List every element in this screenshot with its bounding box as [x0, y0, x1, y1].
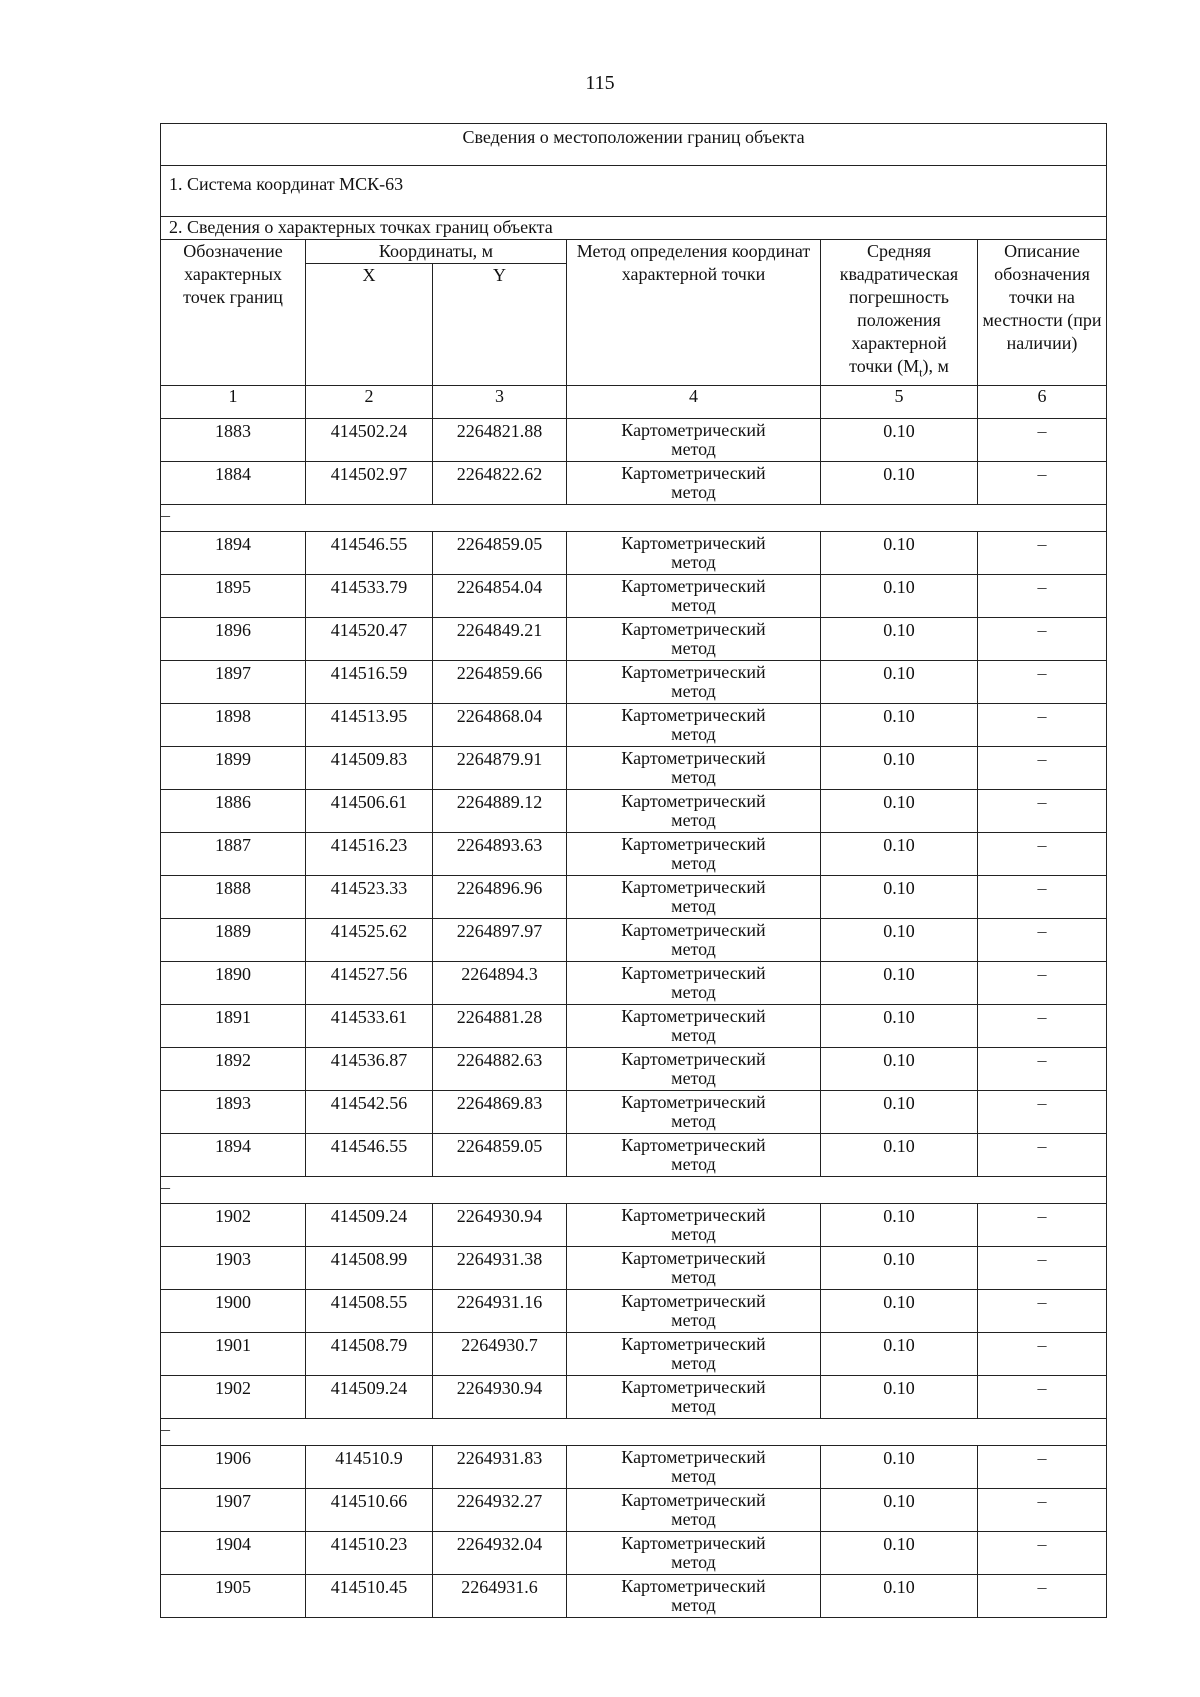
method-line: метод: [671, 1111, 716, 1131]
method-line: метод: [671, 1552, 716, 1572]
point-id: 1899: [161, 747, 306, 790]
method-cell: [567, 1204, 821, 1247]
coord-x: 414533.61: [306, 1005, 433, 1048]
description-dash: –: [978, 1446, 1107, 1489]
description-dash: –: [978, 1247, 1107, 1290]
method-cell: [567, 876, 821, 919]
method-cell: [567, 1333, 821, 1376]
error-value: 0.10: [821, 1290, 978, 1333]
group-separator: –: [161, 1177, 1107, 1204]
point-id: 1905: [161, 1575, 306, 1618]
method-line: Картометрический: [621, 920, 766, 940]
column-number: 4: [567, 386, 821, 419]
method-line: метод: [671, 482, 716, 502]
table-row: [161, 1376, 1107, 1419]
method-line: Картометрический: [621, 963, 766, 983]
method-cell: [567, 1134, 821, 1177]
point-id: 1892: [161, 1048, 306, 1091]
coord-y: 2264859.05: [433, 1134, 567, 1177]
coord-x: 414525.62: [306, 919, 433, 962]
description-dash: –: [978, 962, 1107, 1005]
description-dash: –: [978, 462, 1107, 505]
point-id: 1903: [161, 1247, 306, 1290]
coord-y: 2264897.97: [433, 919, 567, 962]
description-dash: –: [978, 1575, 1107, 1618]
header-method: Метод определения координат характерной точки: [567, 240, 821, 386]
description-dash: –: [978, 419, 1107, 462]
table-row: [161, 618, 1107, 661]
method-cell: [567, 575, 821, 618]
method-line: метод: [671, 1224, 716, 1244]
table-row: [161, 876, 1107, 919]
description-dash: –: [978, 1048, 1107, 1091]
description-dash: –: [978, 790, 1107, 833]
coord-x: 414506.61: [306, 790, 433, 833]
method-line: метод: [671, 1595, 716, 1615]
error-value: 0.10: [821, 1204, 978, 1247]
error-value: 0.10: [821, 1575, 978, 1618]
method-cell: [567, 1290, 821, 1333]
coord-y: 2264879.91: [433, 747, 567, 790]
coord-x: 414542.56: [306, 1091, 433, 1134]
coord-y: 2264932.27: [433, 1489, 567, 1532]
coord-y: 2264822.62: [433, 462, 567, 505]
group-separator-row: [161, 1177, 1107, 1204]
coord-y: 2264896.96: [433, 876, 567, 919]
coord-x: 414527.56: [306, 962, 433, 1005]
header-designation: Обозначение характерных точек границ: [161, 240, 306, 386]
error-value: 0.10: [821, 1446, 978, 1489]
point-id: 1884: [161, 462, 306, 505]
description-dash: –: [978, 919, 1107, 962]
method-cell: [567, 790, 821, 833]
error-value: 0.10: [821, 919, 978, 962]
coord-x: 414520.47: [306, 618, 433, 661]
column-number: 5: [821, 386, 978, 419]
method-line: Картометрический: [621, 1049, 766, 1069]
description-dash: –: [978, 833, 1107, 876]
method-line: Картометрический: [621, 1006, 766, 1026]
error-value: 0.10: [821, 575, 978, 618]
coord-y: 2264931.83: [433, 1446, 567, 1489]
description-dash: –: [978, 876, 1107, 919]
method-line: метод: [671, 939, 716, 959]
table-row: [161, 462, 1107, 505]
method-line: Картометрический: [621, 576, 766, 596]
point-id: 1889: [161, 919, 306, 962]
header-x: X: [306, 264, 433, 386]
table-row: [161, 1575, 1107, 1618]
header-description: Описание обозначения точки на местности (при наличии): [978, 240, 1107, 386]
method-line: метод: [671, 1353, 716, 1373]
method-line: метод: [671, 1025, 716, 1045]
coord-y: 2264882.63: [433, 1048, 567, 1091]
error-value: 0.10: [821, 661, 978, 704]
description-dash: –: [978, 704, 1107, 747]
description-dash: –: [978, 1376, 1107, 1419]
description-dash: –: [978, 1290, 1107, 1333]
method-line: Картометрический: [621, 463, 766, 483]
method-cell: [567, 1247, 821, 1290]
method-cell: [567, 618, 821, 661]
coord-x: 414509.24: [306, 1204, 433, 1247]
error-value: 0.10: [821, 876, 978, 919]
method-cell: [567, 419, 821, 462]
coord-y: 2264868.04: [433, 704, 567, 747]
method-cell: [567, 1489, 821, 1532]
method-line: Картометрический: [621, 1248, 766, 1268]
coord-y: 2264931.6: [433, 1575, 567, 1618]
table-row: [161, 1290, 1107, 1333]
table-title: Сведения о местоположении границ объекта: [161, 124, 1107, 166]
method-line: Картометрический: [621, 1205, 766, 1225]
description-dash: –: [978, 1091, 1107, 1134]
point-id: 1902: [161, 1376, 306, 1419]
method-line: метод: [671, 1396, 716, 1416]
table-row: [161, 1091, 1107, 1134]
method-cell: [567, 1446, 821, 1489]
method-line: Картометрический: [621, 420, 766, 440]
method-line: метод: [671, 1509, 716, 1529]
point-id: 1883: [161, 419, 306, 462]
coordinate-system: 1. Система координат МСК-63: [161, 166, 1107, 217]
method-line: Картометрический: [621, 877, 766, 897]
method-line: метод: [671, 896, 716, 916]
method-line: метод: [671, 1068, 716, 1088]
table-row: [161, 1134, 1107, 1177]
error-value: 0.10: [821, 1247, 978, 1290]
table-row: [161, 1048, 1107, 1091]
description-dash: –: [978, 747, 1107, 790]
coord-y: 2264821.88: [433, 419, 567, 462]
method-cell: [567, 1091, 821, 1134]
method-cell: [567, 462, 821, 505]
method-line: метод: [671, 767, 716, 787]
description-dash: –: [978, 532, 1107, 575]
header-y: Y: [433, 264, 567, 386]
method-cell: [567, 919, 821, 962]
method-line: метод: [671, 810, 716, 830]
method-line: метод: [671, 1267, 716, 1287]
coord-y: 2264932.04: [433, 1532, 567, 1575]
table-row: [161, 532, 1107, 575]
point-id: 1888: [161, 876, 306, 919]
error-value: 0.10: [821, 1091, 978, 1134]
header-coordinates: Координаты, м: [306, 240, 567, 264]
coord-y: 2264859.66: [433, 661, 567, 704]
error-value: 0.10: [821, 419, 978, 462]
point-id: 1894: [161, 1134, 306, 1177]
point-id: 1893: [161, 1091, 306, 1134]
description-dash: –: [978, 575, 1107, 618]
error-value: 0.10: [821, 747, 978, 790]
points-heading: 2. Сведения о характерных точках границ объекта: [161, 217, 1107, 240]
coord-y: 2264849.21: [433, 618, 567, 661]
page-number: 115: [585, 72, 615, 94]
coord-y: 2264894.3: [433, 962, 567, 1005]
coord-x: 414509.24: [306, 1376, 433, 1419]
method-line: Картометрический: [621, 1334, 766, 1354]
method-cell: [567, 1532, 821, 1575]
method-line: Картометрический: [621, 619, 766, 639]
method-line: метод: [671, 724, 716, 744]
coord-x: 414510.66: [306, 1489, 433, 1532]
point-id: 1898: [161, 704, 306, 747]
method-cell: [567, 1005, 821, 1048]
table-row: [161, 1532, 1107, 1575]
method-cell: [567, 833, 821, 876]
description-dash: –: [978, 1134, 1107, 1177]
coord-x: 414502.97: [306, 462, 433, 505]
table-row: [161, 1446, 1107, 1489]
error-value: 0.10: [821, 704, 978, 747]
coord-x: 414508.99: [306, 1247, 433, 1290]
point-id: 1906: [161, 1446, 306, 1489]
table-row: [161, 1333, 1107, 1376]
point-id: 1896: [161, 618, 306, 661]
method-cell: [567, 704, 821, 747]
coord-x: 414508.79: [306, 1333, 433, 1376]
coord-x: 414516.59: [306, 661, 433, 704]
method-cell: [567, 1575, 821, 1618]
error-value: 0.10: [821, 1333, 978, 1376]
method-line: Картометрический: [621, 1135, 766, 1155]
point-id: 1890: [161, 962, 306, 1005]
coord-y: 2264859.05: [433, 532, 567, 575]
method-cell: [567, 962, 821, 1005]
description-dash: –: [978, 661, 1107, 704]
column-number: 3: [433, 386, 567, 419]
method-line: Картометрический: [621, 791, 766, 811]
table-row: [161, 1005, 1107, 1048]
method-cell: [567, 532, 821, 575]
point-id: 1904: [161, 1532, 306, 1575]
method-line: метод: [671, 552, 716, 572]
error-value: 0.10: [821, 1134, 978, 1177]
coord-x: 414533.79: [306, 575, 433, 618]
error-value: 0.10: [821, 532, 978, 575]
method-line: Картометрический: [621, 662, 766, 682]
method-line: метод: [671, 1310, 716, 1330]
description-dash: –: [978, 1489, 1107, 1532]
coord-y: 2264931.16: [433, 1290, 567, 1333]
point-id: 1887: [161, 833, 306, 876]
point-id: 1901: [161, 1333, 306, 1376]
error-value: 0.10: [821, 1489, 978, 1532]
coord-y: 2264881.28: [433, 1005, 567, 1048]
method-line: Картометрический: [621, 748, 766, 768]
method-line: Картометрический: [621, 1447, 766, 1467]
method-line: Картометрический: [621, 533, 766, 553]
error-value: 0.10: [821, 790, 978, 833]
coord-y: 2264930.94: [433, 1376, 567, 1419]
table-row: [161, 790, 1107, 833]
error-value: 0.10: [821, 1048, 978, 1091]
group-separator-row: [161, 505, 1107, 532]
error-value: 0.10: [821, 618, 978, 661]
coord-y: 2264893.63: [433, 833, 567, 876]
method-line: Картометрический: [621, 1377, 766, 1397]
table-row: [161, 962, 1107, 1005]
coord-x: 414508.55: [306, 1290, 433, 1333]
error-value: 0.10: [821, 1532, 978, 1575]
method-line: метод: [671, 638, 716, 658]
point-id: 1907: [161, 1489, 306, 1532]
column-number-row: [161, 386, 1107, 419]
error-value: 0.10: [821, 462, 978, 505]
description-dash: –: [978, 1333, 1107, 1376]
method-cell: [567, 1376, 821, 1419]
coord-y: 2264930.7: [433, 1333, 567, 1376]
error-value: 0.10: [821, 1376, 978, 1419]
group-separator-row: [161, 1419, 1107, 1446]
coord-x: 414510.45: [306, 1575, 433, 1618]
coord-x: 414502.24: [306, 419, 433, 462]
table-row: [161, 419, 1107, 462]
method-line: Картометрический: [621, 1092, 766, 1112]
table-row: [161, 1489, 1107, 1532]
coord-x: 414509.83: [306, 747, 433, 790]
coord-y: 2264854.04: [433, 575, 567, 618]
table-row: [161, 661, 1107, 704]
column-number: 2: [306, 386, 433, 419]
boundary-points-table: [160, 123, 1107, 1618]
method-line: метод: [671, 439, 716, 459]
description-dash: –: [978, 1005, 1107, 1048]
coord-y: 2264889.12: [433, 790, 567, 833]
coord-x: 414510.9: [306, 1446, 433, 1489]
error-value: 0.10: [821, 962, 978, 1005]
column-number: 1: [161, 386, 306, 419]
point-id: 1900: [161, 1290, 306, 1333]
description-dash: –: [978, 618, 1107, 661]
point-id: 1895: [161, 575, 306, 618]
coord-x: 414513.95: [306, 704, 433, 747]
column-number: 6: [978, 386, 1107, 419]
coord-x: 414510.23: [306, 1532, 433, 1575]
point-id: 1886: [161, 790, 306, 833]
header-error: Средняя квадратическая погрешность положения характерной точки $(M_t)$, м: [821, 240, 978, 386]
coord-x: 414536.87: [306, 1048, 433, 1091]
point-id: 1897: [161, 661, 306, 704]
method-line: метод: [671, 595, 716, 615]
description-dash: –: [978, 1532, 1107, 1575]
method-line: Картометрический: [621, 705, 766, 725]
table-row: [161, 1204, 1107, 1247]
coord-y: 2264869.83: [433, 1091, 567, 1134]
coord-x: 414546.55: [306, 1134, 433, 1177]
method-line: Картометрический: [621, 1576, 766, 1596]
error-value: 0.10: [821, 833, 978, 876]
point-id: 1894: [161, 532, 306, 575]
method-cell: [567, 747, 821, 790]
group-separator: –: [161, 505, 1107, 532]
coord-y: 2264931.38: [433, 1247, 567, 1290]
table-row: [161, 833, 1107, 876]
method-line: метод: [671, 681, 716, 701]
method-line: метод: [671, 1466, 716, 1486]
method-line: Картометрический: [621, 1533, 766, 1553]
coord-y: 2264930.94: [433, 1204, 567, 1247]
point-id: 1891: [161, 1005, 306, 1048]
coord-x: 414523.33: [306, 876, 433, 919]
error-value: 0.10: [821, 1005, 978, 1048]
table-row: [161, 575, 1107, 618]
coord-x: 414516.23: [306, 833, 433, 876]
table-row: [161, 747, 1107, 790]
method-line: метод: [671, 1154, 716, 1174]
table-row: [161, 919, 1107, 962]
method-cell: [567, 1048, 821, 1091]
table-row: [161, 1247, 1107, 1290]
method-line: метод: [671, 982, 716, 1002]
coord-x: 414546.55: [306, 532, 433, 575]
method-cell: [567, 661, 821, 704]
table-row: [161, 704, 1107, 747]
group-separator: –: [161, 1419, 1107, 1446]
method-line: Картометрический: [621, 1490, 766, 1510]
point-id: 1902: [161, 1204, 306, 1247]
method-line: Картометрический: [621, 1291, 766, 1311]
method-line: Картометрический: [621, 834, 766, 854]
method-line: метод: [671, 853, 716, 873]
description-dash: –: [978, 1204, 1107, 1247]
